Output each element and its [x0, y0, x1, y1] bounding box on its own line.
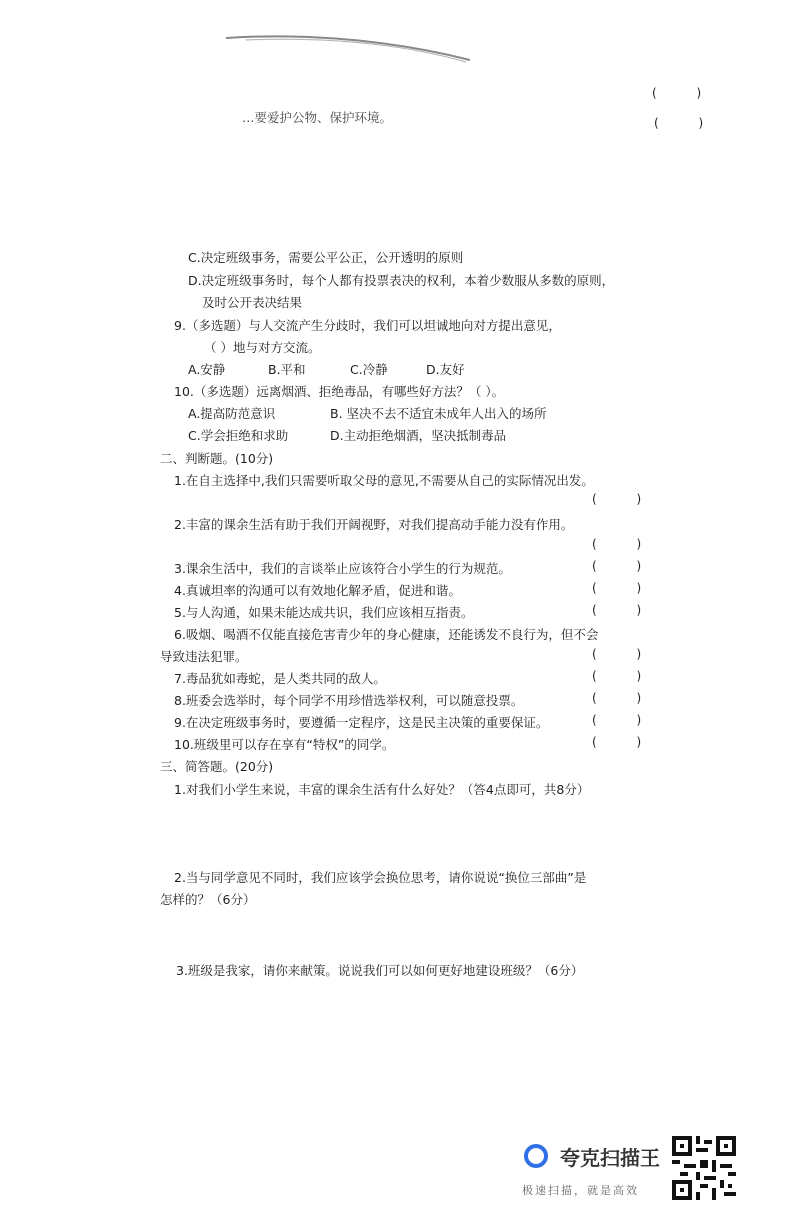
q8-option-d-line2: 及时公开表决结果 [202, 295, 303, 310]
q8-option-c: C.决定班级事务，需要公平公正，公开透明的原则 [188, 250, 464, 265]
q10-option-c: C.学会拒绝和求助 [188, 428, 289, 443]
short-question-1: 1.对我们小学生来说，丰富的课余生活有什么好处？（答4点即可，共8分） [174, 782, 590, 797]
q9-option-a: A.安静 [188, 362, 226, 377]
top-answer-paren-1: ( ) [652, 86, 720, 100]
judge-heading: 二、判断题。(10分) [160, 451, 274, 466]
judge-paren-6: ( ) [592, 647, 660, 661]
qr-code-icon [672, 1136, 736, 1200]
judge-paren-1: ( ) [592, 492, 660, 506]
judge-paren-5: ( ) [592, 603, 660, 617]
q8-option-d-line1: D.决定班级事务时，每个人都有投票表决的权利，本着少数服从多数的原则， [188, 273, 615, 288]
judge-paren-4: ( ) [592, 581, 660, 595]
judge-item-1: 1.在自主选择中,我们只需要听取父母的意见,不需要从自己的实际情况出发。 [174, 473, 594, 488]
judge-item-8: 8.班委会选举时，每个同学不用珍惜选举权利，可以随意投票。 [174, 693, 524, 708]
judge-item-4: 4.真诚坦率的沟通可以有效地化解矛盾，促进和谐。 [174, 583, 461, 598]
q9-stem-line1: 9.（多选题）与人交流产生分歧时，我们可以坦诚地向对方提出意见， [174, 318, 561, 333]
scanner-app-name: 夸克扫描王 [560, 1146, 660, 1170]
judge-item-6-line2: 导致违法犯罪。 [160, 649, 248, 664]
short-heading: 三、简答题。(20分) [160, 759, 274, 774]
judge-item-9: 9.在决定班级事务时，要遵循一定程序，这是民主决策的重要保证。 [174, 715, 549, 730]
scanner-tagline: 极速扫描，就是高效 [522, 1184, 639, 1197]
judge-item-2: 2.丰富的课余生活有助于我们开阔视野，对我们提高动手能力没有作用。 [174, 517, 574, 532]
q10-option-a: A.提高防范意识 [188, 406, 276, 421]
judge-item-3: 3.课余生活中，我们的言谈举止应该符合小学生的行为规范。 [174, 561, 511, 576]
short-question-2-line1: 2.当与同学意见不同时，我们应该学会换位思考，请你说说“换位三部曲”是 [174, 870, 587, 885]
top-answer-paren-2: ( ) [654, 116, 722, 130]
judge-paren-10: ( ) [592, 735, 660, 749]
q10-option-d: D.主动拒绝烟酒，坚决抵制毒品 [330, 428, 507, 443]
judge-paren-8: ( ) [592, 691, 660, 705]
judge-paren-9: ( ) [592, 713, 660, 727]
judge-item-7: 7.毒品犹如毒蛇，是人类共同的敌人。 [174, 671, 386, 686]
q10-option-b: B. 坚决不去不适宜未成年人出入的场所 [330, 406, 547, 421]
judge-item-5: 5.与人沟通，如果未能达成共识，我们应该相互指责。 [174, 605, 474, 620]
judge-item-6-line1: 6.吸烟、喝酒不仅能直接危害青少年的身心健康，还能诱发不良行为，但不会 [174, 627, 599, 642]
short-question-2-line2: 怎样的？（6分） [160, 892, 256, 907]
short-question-3: 3.班级是我家，请你来献策。说说我们可以如何更好地建设班级？（6分） [176, 963, 584, 978]
judge-paren-3: ( ) [592, 559, 660, 573]
judge-paren-2: ( ) [592, 537, 660, 551]
judge-paren-7: ( ) [592, 669, 660, 683]
top-fragment-text: …要爱护公物、保护环境。 [242, 110, 393, 125]
judge-item-10: 10.班级里可以存在享有“特权”的同学。 [174, 737, 395, 752]
q9-option-c: C.冷静 [350, 362, 388, 377]
scan-smudge [226, 34, 470, 64]
q9-option-b: B.平和 [268, 362, 306, 377]
q9-stem-line2: （ ）地与对方交流。 [204, 340, 321, 355]
scanner-logo-icon [524, 1144, 548, 1168]
q10-stem: 10.（多选题）远离烟酒、拒绝毒品，有哪些好方法？（ ）。 [174, 384, 505, 399]
q9-option-d: D.友好 [426, 362, 465, 377]
